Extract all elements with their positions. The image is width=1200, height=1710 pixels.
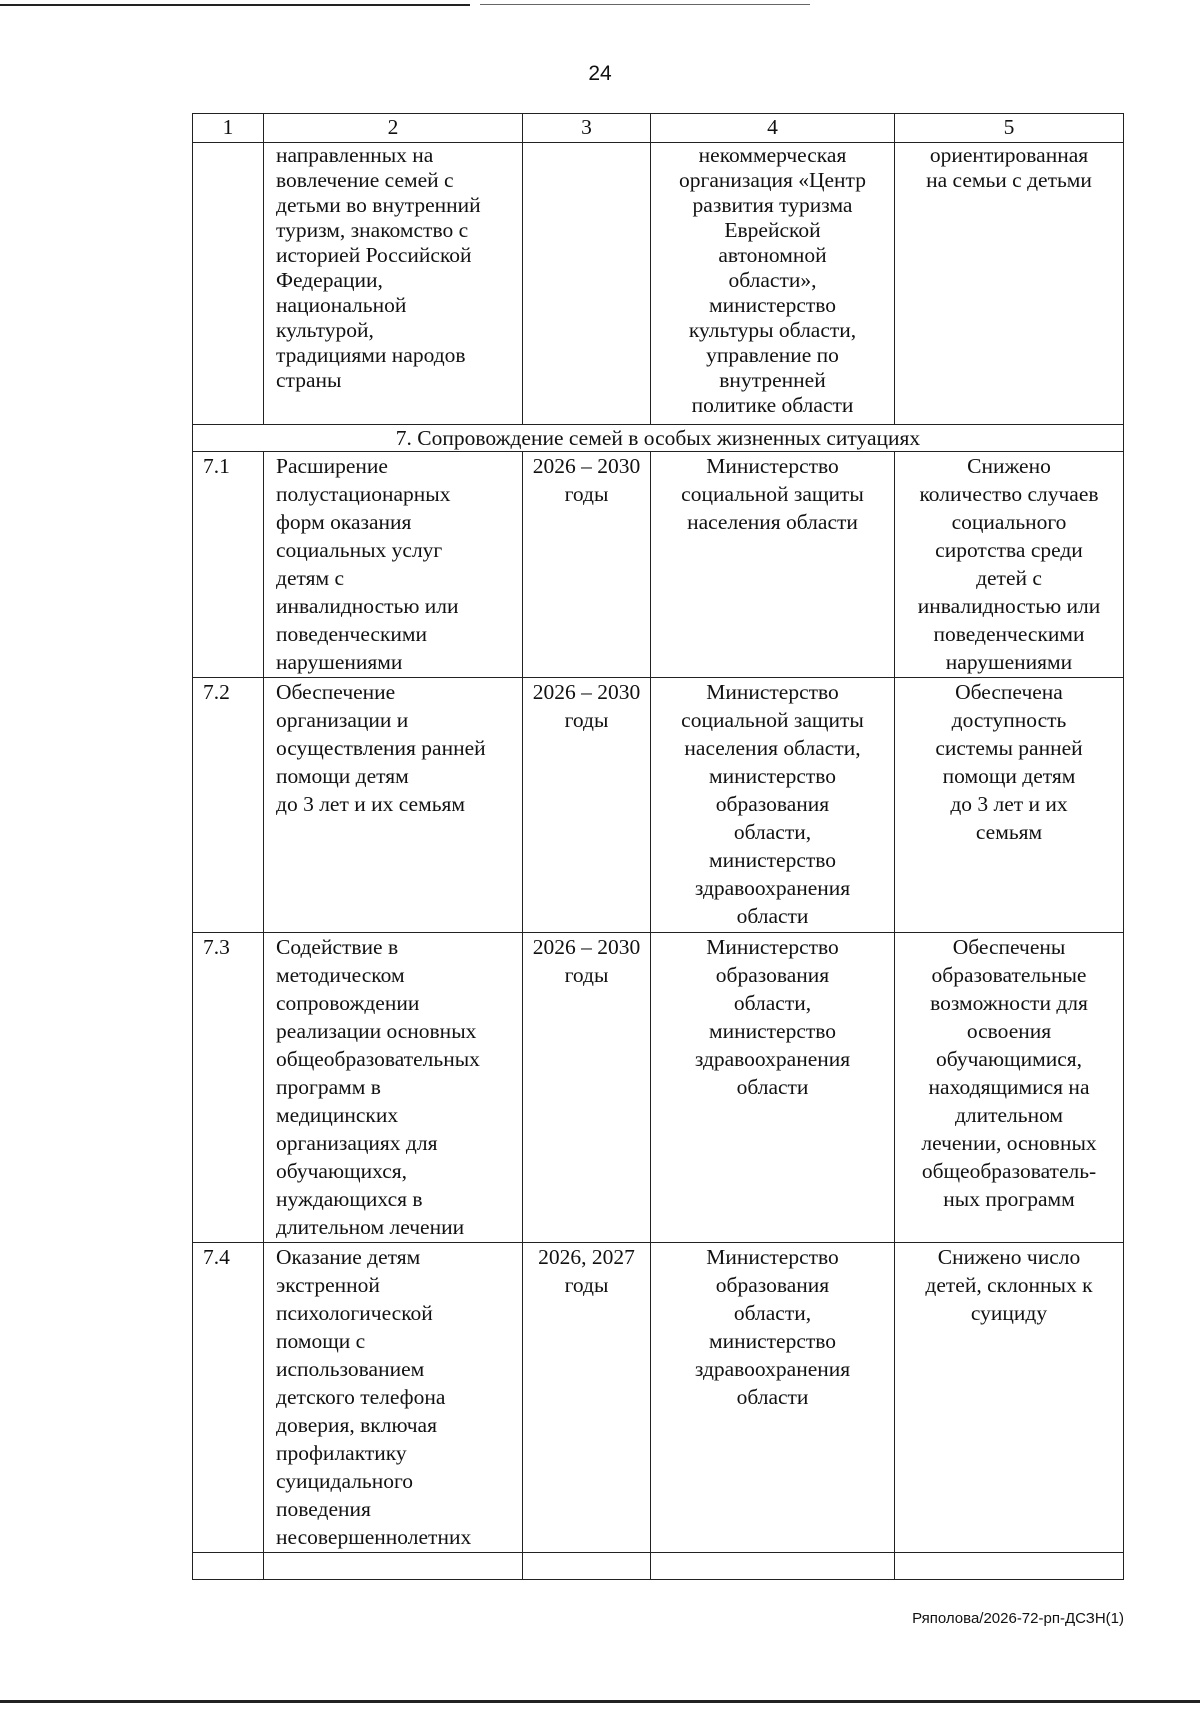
cell-line: населения области, — [684, 736, 861, 760]
cell-line: образования — [715, 1273, 830, 1297]
cell-line: Обеспечены — [952, 935, 1066, 959]
cell-line: страны — [276, 368, 342, 392]
cell-line: вовлечение семей с — [276, 168, 454, 192]
cell-line: министерство — [708, 1329, 837, 1353]
cell-line: Министерство — [706, 454, 839, 478]
empty-cell — [651, 1553, 895, 1580]
table-row — [193, 452, 1124, 678]
action-cell — [264, 1243, 523, 1553]
row-number-cell — [193, 143, 264, 425]
result-cell — [895, 143, 1124, 425]
cell-line: национальной — [276, 293, 407, 317]
cell-line: 2026, 2027 — [538, 1245, 635, 1269]
cell-line: области, — [733, 820, 812, 844]
cell-line: политике области — [691, 393, 854, 417]
cell-line: населения области — [687, 510, 858, 534]
cell-line: инвалидностью или — [276, 594, 459, 618]
column-header: 1 — [193, 114, 264, 143]
cell-line: количество случаев — [919, 482, 1099, 506]
cell-line: инвалидностью или — [917, 594, 1101, 618]
executor-cell — [651, 1243, 895, 1553]
cell-line: детского телефона — [276, 1385, 446, 1409]
period-cell — [523, 678, 651, 933]
cell-line: области — [736, 904, 809, 928]
action-cell — [264, 678, 523, 933]
cell-line: детей, склонных к — [925, 1273, 1093, 1297]
cell-line: лечении, основных — [921, 1131, 1097, 1155]
cell-line: области — [736, 1075, 809, 1099]
cell-line: области», — [728, 268, 817, 292]
cell-line: до 3 лет и их семьям — [276, 792, 465, 816]
cell-line: министерство — [708, 848, 837, 872]
table-header-row — [193, 114, 1124, 143]
cell-line: туризм, знакомство с — [276, 218, 469, 242]
period-cell — [523, 452, 651, 678]
cell-line: культуры области, — [688, 318, 857, 342]
cell-line: реализации основных — [276, 1019, 477, 1043]
cell-line: Оказание детям — [276, 1245, 421, 1269]
cell-line: профилактику — [276, 1441, 407, 1465]
cell-line: помощи детям — [276, 764, 409, 788]
cell-line: семьям — [975, 820, 1043, 844]
cell-line: суицидального — [276, 1469, 414, 1493]
cell-line: детям с — [276, 566, 345, 590]
cell-line: помощи с — [276, 1329, 366, 1353]
cell-line: обучающихся, — [276, 1159, 408, 1183]
cell-line: программ в — [276, 1075, 381, 1099]
cell-line: социальной защиты — [681, 482, 864, 506]
section-title-row — [193, 425, 1124, 452]
cell-line: образования — [715, 792, 830, 816]
cell-line: доступность — [951, 708, 1067, 732]
cell-line: на семьи с детьми — [926, 168, 1092, 192]
cell-line: Министерство — [706, 680, 839, 704]
executor-cell — [651, 143, 895, 425]
cell-line: внутренней — [719, 368, 826, 392]
cell-line: длительном лечении — [276, 1215, 465, 1239]
cell-line: годы — [564, 708, 609, 732]
cell-line: сопровождении — [276, 991, 420, 1015]
cell-line: детьми во внутренний — [276, 193, 481, 217]
cell-line: поведенческими — [276, 622, 428, 646]
cell-line: Обеспечение — [276, 680, 396, 704]
cell-line: области — [736, 1385, 809, 1409]
row-number-cell: 7.2 — [193, 678, 264, 933]
cell-line: детей с — [976, 566, 1042, 590]
executor-cell — [651, 933, 895, 1243]
cell-line: образования — [715, 963, 830, 987]
action-cell — [264, 143, 523, 425]
cell-line: области, — [733, 1301, 812, 1325]
cell-line: годы — [564, 963, 609, 987]
cell-line: общеобразовательных — [276, 1047, 480, 1071]
cell-line: годы — [564, 482, 609, 506]
column-header: 4 — [651, 114, 895, 143]
cell-line: длительном — [954, 1103, 1064, 1127]
cell-line: социальных услуг — [276, 538, 443, 562]
cell-line: социального — [951, 510, 1067, 534]
cell-line: здравоохранения — [694, 876, 851, 900]
cell-line: психологической — [276, 1301, 433, 1325]
cell-line: социальной защиты — [681, 708, 864, 732]
cell-line: министерство — [708, 764, 837, 788]
cell-line: использованием — [276, 1357, 425, 1381]
cell-line: Министерство — [706, 1245, 839, 1269]
cell-line: осуществления ранней — [276, 736, 486, 760]
cell-line: автономной — [718, 243, 827, 267]
cell-line: образовательные — [931, 963, 1087, 987]
cell-line: ных программ — [943, 1187, 1075, 1211]
cell-line: Обеспечена — [955, 680, 1063, 704]
cell-line: историей Российской — [276, 243, 472, 267]
cell-line: Еврейской — [724, 218, 821, 242]
cell-line: традициями народов — [276, 343, 466, 367]
table-row — [193, 678, 1124, 933]
cell-line: системы ранней — [935, 736, 1083, 760]
period-cell — [523, 143, 651, 425]
cell-line: Снижено число — [937, 1245, 1081, 1269]
action-cell — [264, 452, 523, 678]
scan-edge-line — [0, 1700, 1200, 1703]
table-row — [193, 143, 1124, 425]
cell-line: культурой, — [276, 318, 374, 342]
cell-line: годы — [564, 1273, 609, 1297]
period-cell — [523, 933, 651, 1243]
empty-cell — [895, 1553, 1124, 1580]
cell-line: освоения — [966, 1019, 1052, 1043]
document-code: Ряполова/2026-72-рп-ДСЗН(1) — [912, 1610, 1124, 1627]
cell-line: здравоохранения — [694, 1047, 851, 1071]
cell-line: возможности для — [930, 991, 1088, 1015]
cell-line: обучающимися, — [935, 1047, 1083, 1071]
cell-line: полустационарных — [276, 482, 451, 506]
result-cell — [895, 933, 1124, 1243]
page-number: 24 — [588, 62, 612, 85]
empty-cell — [523, 1553, 651, 1580]
cell-line: Содействие в — [276, 935, 399, 959]
cell-line: помощи детям — [942, 764, 1076, 788]
table-row — [193, 933, 1124, 1243]
row-number-cell: 7.1 — [193, 452, 264, 678]
cell-line: до 3 лет и их — [950, 792, 1068, 816]
cell-line: направленных на — [276, 143, 434, 167]
scan-edge-line — [480, 4, 810, 5]
cell-line: управление по — [706, 343, 839, 367]
cell-line: здравоохранения — [694, 1357, 851, 1381]
cell-line: некоммерческая — [698, 143, 847, 167]
cell-line: организации и — [276, 708, 409, 732]
column-header: 5 — [895, 114, 1124, 143]
cell-line: суициду — [970, 1301, 1048, 1325]
empty-table-row — [193, 1553, 1124, 1580]
cell-line: 2026 – 2030 — [532, 454, 641, 478]
cell-line: Расширение — [276, 454, 388, 478]
table-row — [193, 1243, 1124, 1553]
cell-line: ориентированная — [929, 143, 1089, 167]
cell-line: министерство — [708, 293, 837, 317]
action-cell — [264, 933, 523, 1243]
row-number-cell: 7.3 — [193, 933, 264, 1243]
empty-cell — [264, 1553, 523, 1580]
scan-edge-line — [0, 4, 470, 6]
cell-line: находящимися на — [928, 1075, 1090, 1099]
cell-line: развития туризма — [692, 193, 853, 217]
cell-line: Министерство — [706, 935, 839, 959]
cell-line: организациях для — [276, 1131, 438, 1155]
cell-line: медицинских — [276, 1103, 399, 1127]
measures-table — [192, 113, 1124, 1580]
period-cell — [523, 1243, 651, 1553]
cell-line: поведенческими — [933, 622, 1085, 646]
executor-cell — [651, 452, 895, 678]
cell-line: нарушениями — [945, 650, 1073, 674]
executor-cell — [651, 678, 895, 933]
column-header: 2 — [264, 114, 523, 143]
cell-line: организация «Центр — [679, 168, 866, 192]
cell-line: нарушениями — [276, 650, 403, 674]
cell-line: нуждающихся в — [276, 1187, 423, 1211]
section-title: 7. Сопровождение семей в особых жизненных ситуациях — [193, 425, 1124, 452]
cell-line: форм оказания — [276, 510, 412, 534]
cell-line: экстренной — [276, 1273, 380, 1297]
empty-cell — [193, 1553, 264, 1580]
cell-line: области, — [733, 991, 812, 1015]
cell-line: 2026 – 2030 — [532, 680, 641, 704]
cell-line: методическом — [276, 963, 405, 987]
cell-line: Снижено — [967, 454, 1051, 478]
result-cell — [895, 678, 1124, 933]
cell-line: сиротства среди — [935, 538, 1083, 562]
cell-line: общеобразователь- — [921, 1159, 1097, 1183]
result-cell — [895, 452, 1124, 678]
cell-line: министерство — [708, 1019, 837, 1043]
cell-line: 2026 – 2030 — [532, 935, 641, 959]
cell-line: Федерации, — [276, 268, 383, 292]
column-header: 3 — [523, 114, 651, 143]
cell-line: поведения — [276, 1497, 371, 1521]
cell-line: несовершеннолетних — [276, 1525, 472, 1549]
result-cell — [895, 1243, 1124, 1553]
row-number-cell: 7.4 — [193, 1243, 264, 1553]
cell-line: доверия, включая — [276, 1413, 437, 1437]
